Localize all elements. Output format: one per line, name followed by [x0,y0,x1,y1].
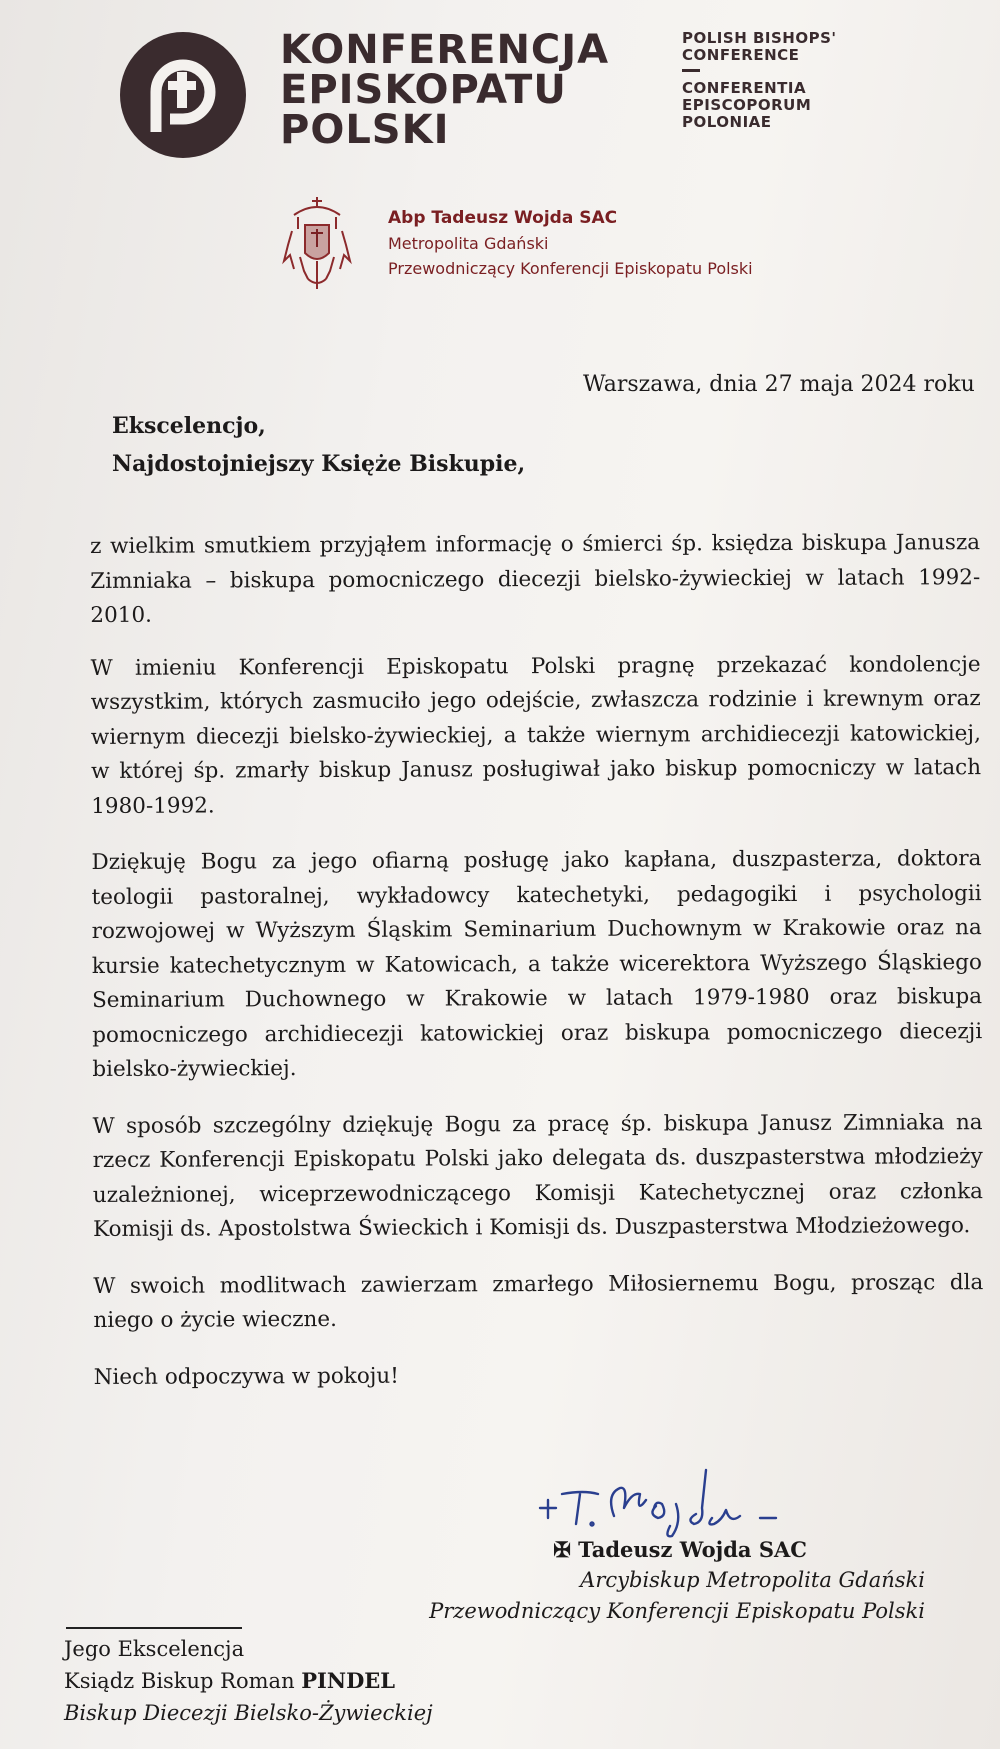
organization-alt-names [682,30,836,131]
org-latin-line: EPISCOPORUM [682,96,812,114]
addressee-surname: PINDEL [301,1668,396,1693]
coat-of-arms-icon [280,195,354,291]
paragraph: Dziękuję Bogu za jego ofiarną posługę jako kapłana, duszpasterza, doktora teologii pastoralnej, wykładowcy katechetyki, pedagogiki i psychologii rozwojowej w Wyższym Śląskim Seminarium Duchownym w Krakowie oraz na kursie katechetycznym w Katowicach, a także wicerektora Wyższego Śląskiego Seminarium Duchownego w Krakowie w latach 1979-1980 oraz biskupa pomocniczego archidiecezji katowickiej oraz biskupa pomocniczego diecezji bielsko-żywieckiej. [91,846,983,1082]
org-latin-line: POLONIAE [682,113,772,131]
letter-date: Warszawa, dnia 27 maja 2024 roku [583,372,975,397]
org-name-line: KONFERENCJA [280,27,610,73]
signer-role: Przewodniczący Konferencji Episkopatu Polski [429,1599,925,1623]
issuer-title: Metropolita Gdański [388,234,549,253]
closing: Niech odpoczywa w pokoju! [93,1363,399,1390]
signer-role: Arcybiskup Metropolita Gdański [580,1568,925,1592]
salutation-line: Najdostojniejszy Księże Biskupie, [112,451,526,477]
paragraph: W swoich modlitwach zawierzam zmarłego Miłosiernemu Bogu, prosząc dla niego o życie wieczne. [93,1269,984,1333]
paragraph: z wielkim smutkiem przyjąłem informację o śmierci śp. księdza biskupa Janusza Zimniaka – biskupa pomocniczego diecezji bielsko-żywieckiej w latach 1992-2010. [90,530,981,628]
salutation-line: Ekscelencjo, [112,413,266,439]
addressee-name: Ksiądz Biskup Roman [64,1669,302,1693]
addressee-title: Biskup Diecezji Bielsko-Żywieckiej [64,1701,433,1725]
organization-name [280,27,610,153]
issuer-name: Abp Tadeusz Wojda SAC [388,208,618,228]
handwritten-signature [536,1464,816,1538]
org-name-line: EPISKOPATU [280,67,567,113]
divider [682,69,700,72]
addressee-line: Jego Ekscelencja [64,1637,245,1661]
signer-name: ✠ Tadeusz Wojda SAC [553,1537,807,1562]
signer-block [425,1534,925,1627]
org-english-line: CONFERENCE [682,46,800,64]
org-latin-line: CONFERENTIA [682,79,807,97]
org-name-line: POLSKI [280,107,450,153]
org-english-line: POLISH BISHOPS' [682,29,837,47]
issuer-block [388,206,753,281]
salutation [112,407,525,483]
addressee-line [64,1665,433,1697]
issuer-title: Przewodniczący Konferencji Episkopatu Polski [388,259,753,278]
cross-logo-icon [118,30,248,160]
divider [66,1627,242,1629]
paragraph: W sposób szczególny dziękuję Bogu za pracę śp. biskupa Janusz Zimniaka na rzecz Konferencji Episkopatu Polski jako delegata ds. duszpasterstwa młodzieży uzależnionej, wiceprzewodniczącego Komisji Katechetycznej oraz członka Komisji ds. Apostolstwa Świeckich i Komisji ds. Duszpasterstwa Młodzieżowego. [92,1109,983,1242]
letter-body [90,526,984,1417]
addressee-block [64,1633,433,1729]
paragraph: W imieniu Konferencji Episkopatu Polski pragnę przekazać kondolencje wszystkim, których zasmuciło jego odejście, zwłaszcza rodzinie i krewnym oraz wiernym diecezji bielsko-żywieckiej, a także wiernym archidiecezji katowickiej, w której śp. zmarły biskup Janusz posługiwał jako biskup pomocniczy w latach 1980-1992. [90,651,982,819]
